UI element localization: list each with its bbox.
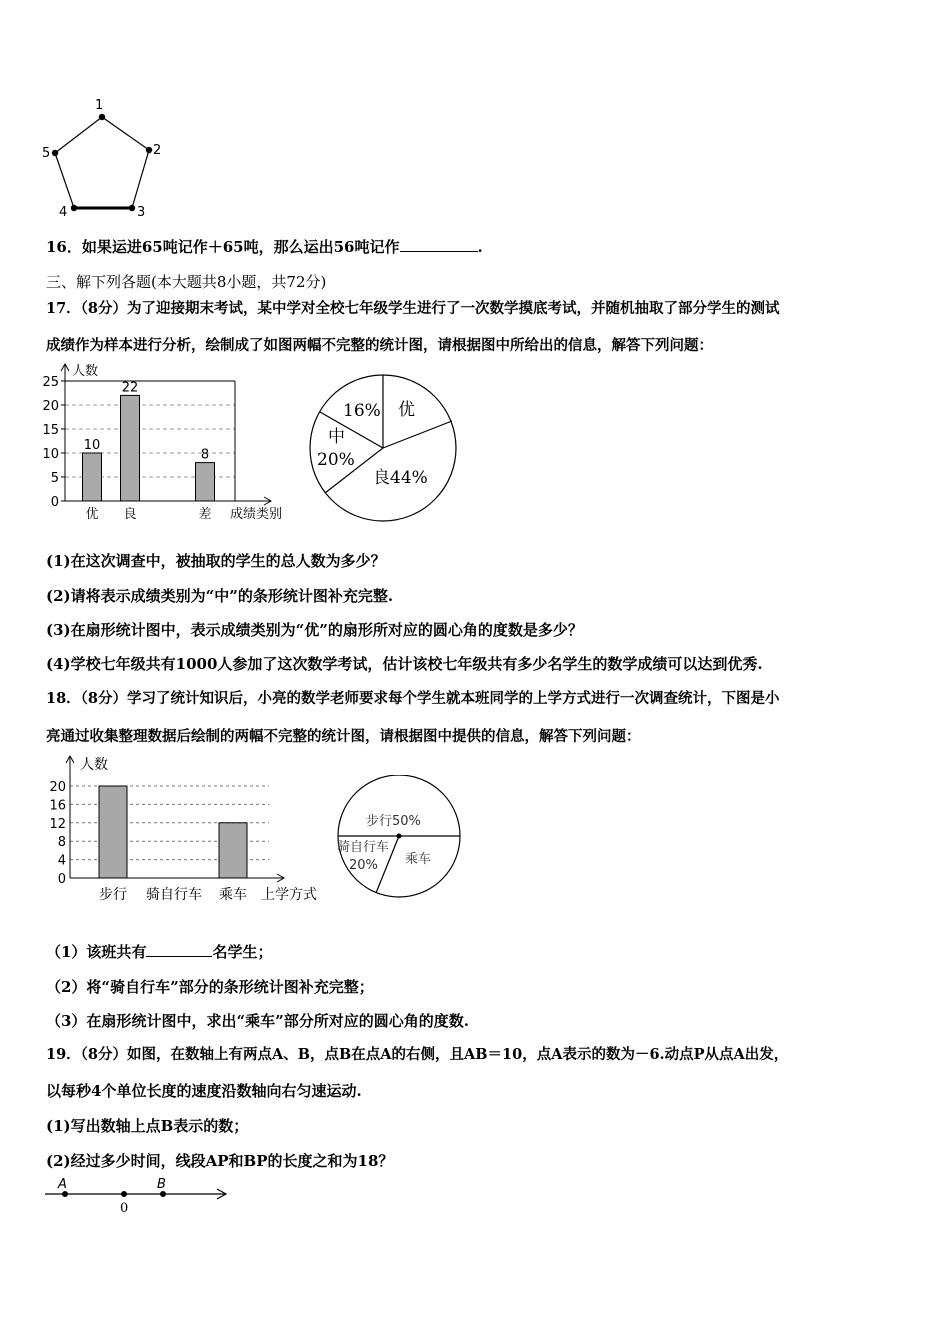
pentagon-label-1: 1 — [95, 98, 104, 113]
x-tick-label: 步行 — [99, 887, 127, 903]
q19-line1: 19．（8分）如图，在数轴上有两点A、B，点B在点A的右侧，且AB＝10，点A表示的数为－6.动点P从点A出发， — [46, 1046, 789, 1063]
y-axis-label: 人数 — [80, 757, 108, 773]
y-tick-label: 16 — [49, 798, 66, 814]
q17-sub1: (1)在这次调查中，被抽取的学生的总人数为多少？ — [46, 552, 386, 570]
q17-pie-chart — [305, 368, 465, 528]
q18-sub3: （3）在扇形统计图中，求出“乘车”部分所对应的圆心角的度数. — [46, 1012, 469, 1030]
number-line-label-a: A — [58, 1177, 67, 1192]
q18-bar-chart — [44, 752, 334, 910]
q18-pie-label-bike: 骑自行车 — [337, 840, 390, 855]
q18-pie-label-bus: 乘车 — [405, 852, 432, 867]
y-tick-label: 8 — [57, 835, 66, 851]
q18-line1: 18．（8分）学习了统计知识后，小亮的数学老师要求每个学生就本班同学的上学方式进行一次调查统计，下图是小 — [46, 690, 780, 707]
q18-sub2: （2）将“骑自行车”部分的条形统计图补充完整； — [46, 978, 374, 996]
q18-pie-label-bike-pct: 20% — [349, 858, 378, 873]
x-tick-label: 骑自行车 — [146, 887, 202, 903]
x-tick-label: 乘车 — [219, 887, 247, 903]
bar-良 — [121, 395, 140, 501]
q19-line2: 以每秒4个单位长度的速度沿数轴向右匀速运动. — [46, 1082, 362, 1100]
bar-乘车 — [219, 823, 247, 878]
y-tick-label: 20 — [49, 780, 66, 795]
q17-pie-label-zhong: 中 — [328, 427, 345, 447]
q17-pie-label-you: 优 — [398, 400, 415, 420]
x-axis-label: 上学方式 — [261, 887, 317, 903]
x-tick-label: 优 — [85, 507, 99, 522]
q18-pie-chart — [333, 775, 468, 905]
y-tick-label: 12 — [49, 816, 66, 832]
y-tick-label: 5 — [50, 471, 59, 486]
pentagon-label-5: 5 — [42, 146, 51, 161]
q19-sub1: (1)写出数轴上点B表示的数； — [46, 1117, 249, 1135]
q19-number-line — [40, 1175, 240, 1220]
number-line-label-0: 0 — [120, 1201, 129, 1216]
y-tick-label: 20 — [42, 399, 59, 414]
y-tick-label: 10 — [42, 447, 59, 462]
pentagon-figure — [40, 95, 170, 225]
q17-bar-chart — [40, 362, 300, 527]
y-axis-label: 人数 — [72, 364, 99, 379]
y-tick-label: 25 — [42, 375, 59, 390]
x-axis-label: 成绩类别 — [230, 507, 283, 522]
y-tick-label: 0 — [57, 872, 66, 887]
q17-pie-label-zhong-pct: 20% — [317, 450, 355, 470]
q17-line1: 17．（8分）为了迎接期末考试，某中学对全校七年级学生进行了一次数学摸底考试，并随机抽取了部分学生的测试 — [46, 300, 780, 317]
q19-sub2: (2)经过多少时间，线段AP和BP的长度之和为18？ — [46, 1152, 394, 1170]
bar-优 — [83, 453, 102, 501]
y-tick-label: 0 — [50, 495, 59, 510]
pentagon-label-2: 2 — [153, 143, 162, 158]
number-line-label-b: B — [157, 1177, 166, 1192]
bar-value-label: 22 — [121, 380, 139, 396]
q17-pie-divider — [383, 421, 452, 448]
y-tick-label: 4 — [57, 853, 66, 869]
q17-pie-label-cha-pct: 16% — [343, 401, 381, 421]
q18-sub1: （1）该班共有 名学生； — [46, 943, 273, 961]
q18-pie-label-walk: 步行50% — [366, 814, 421, 829]
section-3-title: 三、解下列各题(本大题共8小题，共72分) — [46, 273, 327, 291]
x-tick-label: 良 — [123, 507, 137, 522]
q17-line2: 成绩作为样本进行分析，绘制成了如图两幅不完整的统计图，请根据图中所给出的信息，解答下列问题： — [46, 337, 713, 354]
bar-步行 — [99, 786, 127, 878]
pentagon-label-4: 4 — [59, 205, 68, 220]
bar-value-label: 8 — [200, 447, 210, 463]
x-tick-label: 差 — [198, 507, 212, 522]
pentagon-label-3: 3 — [137, 205, 146, 220]
y-tick-label: 15 — [42, 423, 59, 438]
q18-line2: 亮通过收集整理数据后绘制的两幅不完整的统计图，请根据图中提供的信息，解答下列问题： — [46, 728, 641, 745]
q17-pie-label-liang: 良44% — [373, 468, 428, 488]
bar-差 — [196, 463, 215, 501]
q17-sub4: (4)学校七年级共有1000人参加了这次数学考试，估计该校七年级共有多少名学生的数学成绩可以达到优秀. — [46, 655, 763, 673]
bar-value-label: 10 — [83, 438, 101, 453]
q17-sub2: (2)请将表示成绩类别为“中”的条形统计图补充完整. — [46, 587, 394, 605]
q16-text: 16．如果运进65吨记作＋65吨，那么运出56吨记作 . — [46, 238, 483, 256]
q17-sub3: (3)在扇形统计图中，表示成绩类别为“优”的扇形所对应的圆心角的度数是多少？ — [46, 621, 583, 639]
